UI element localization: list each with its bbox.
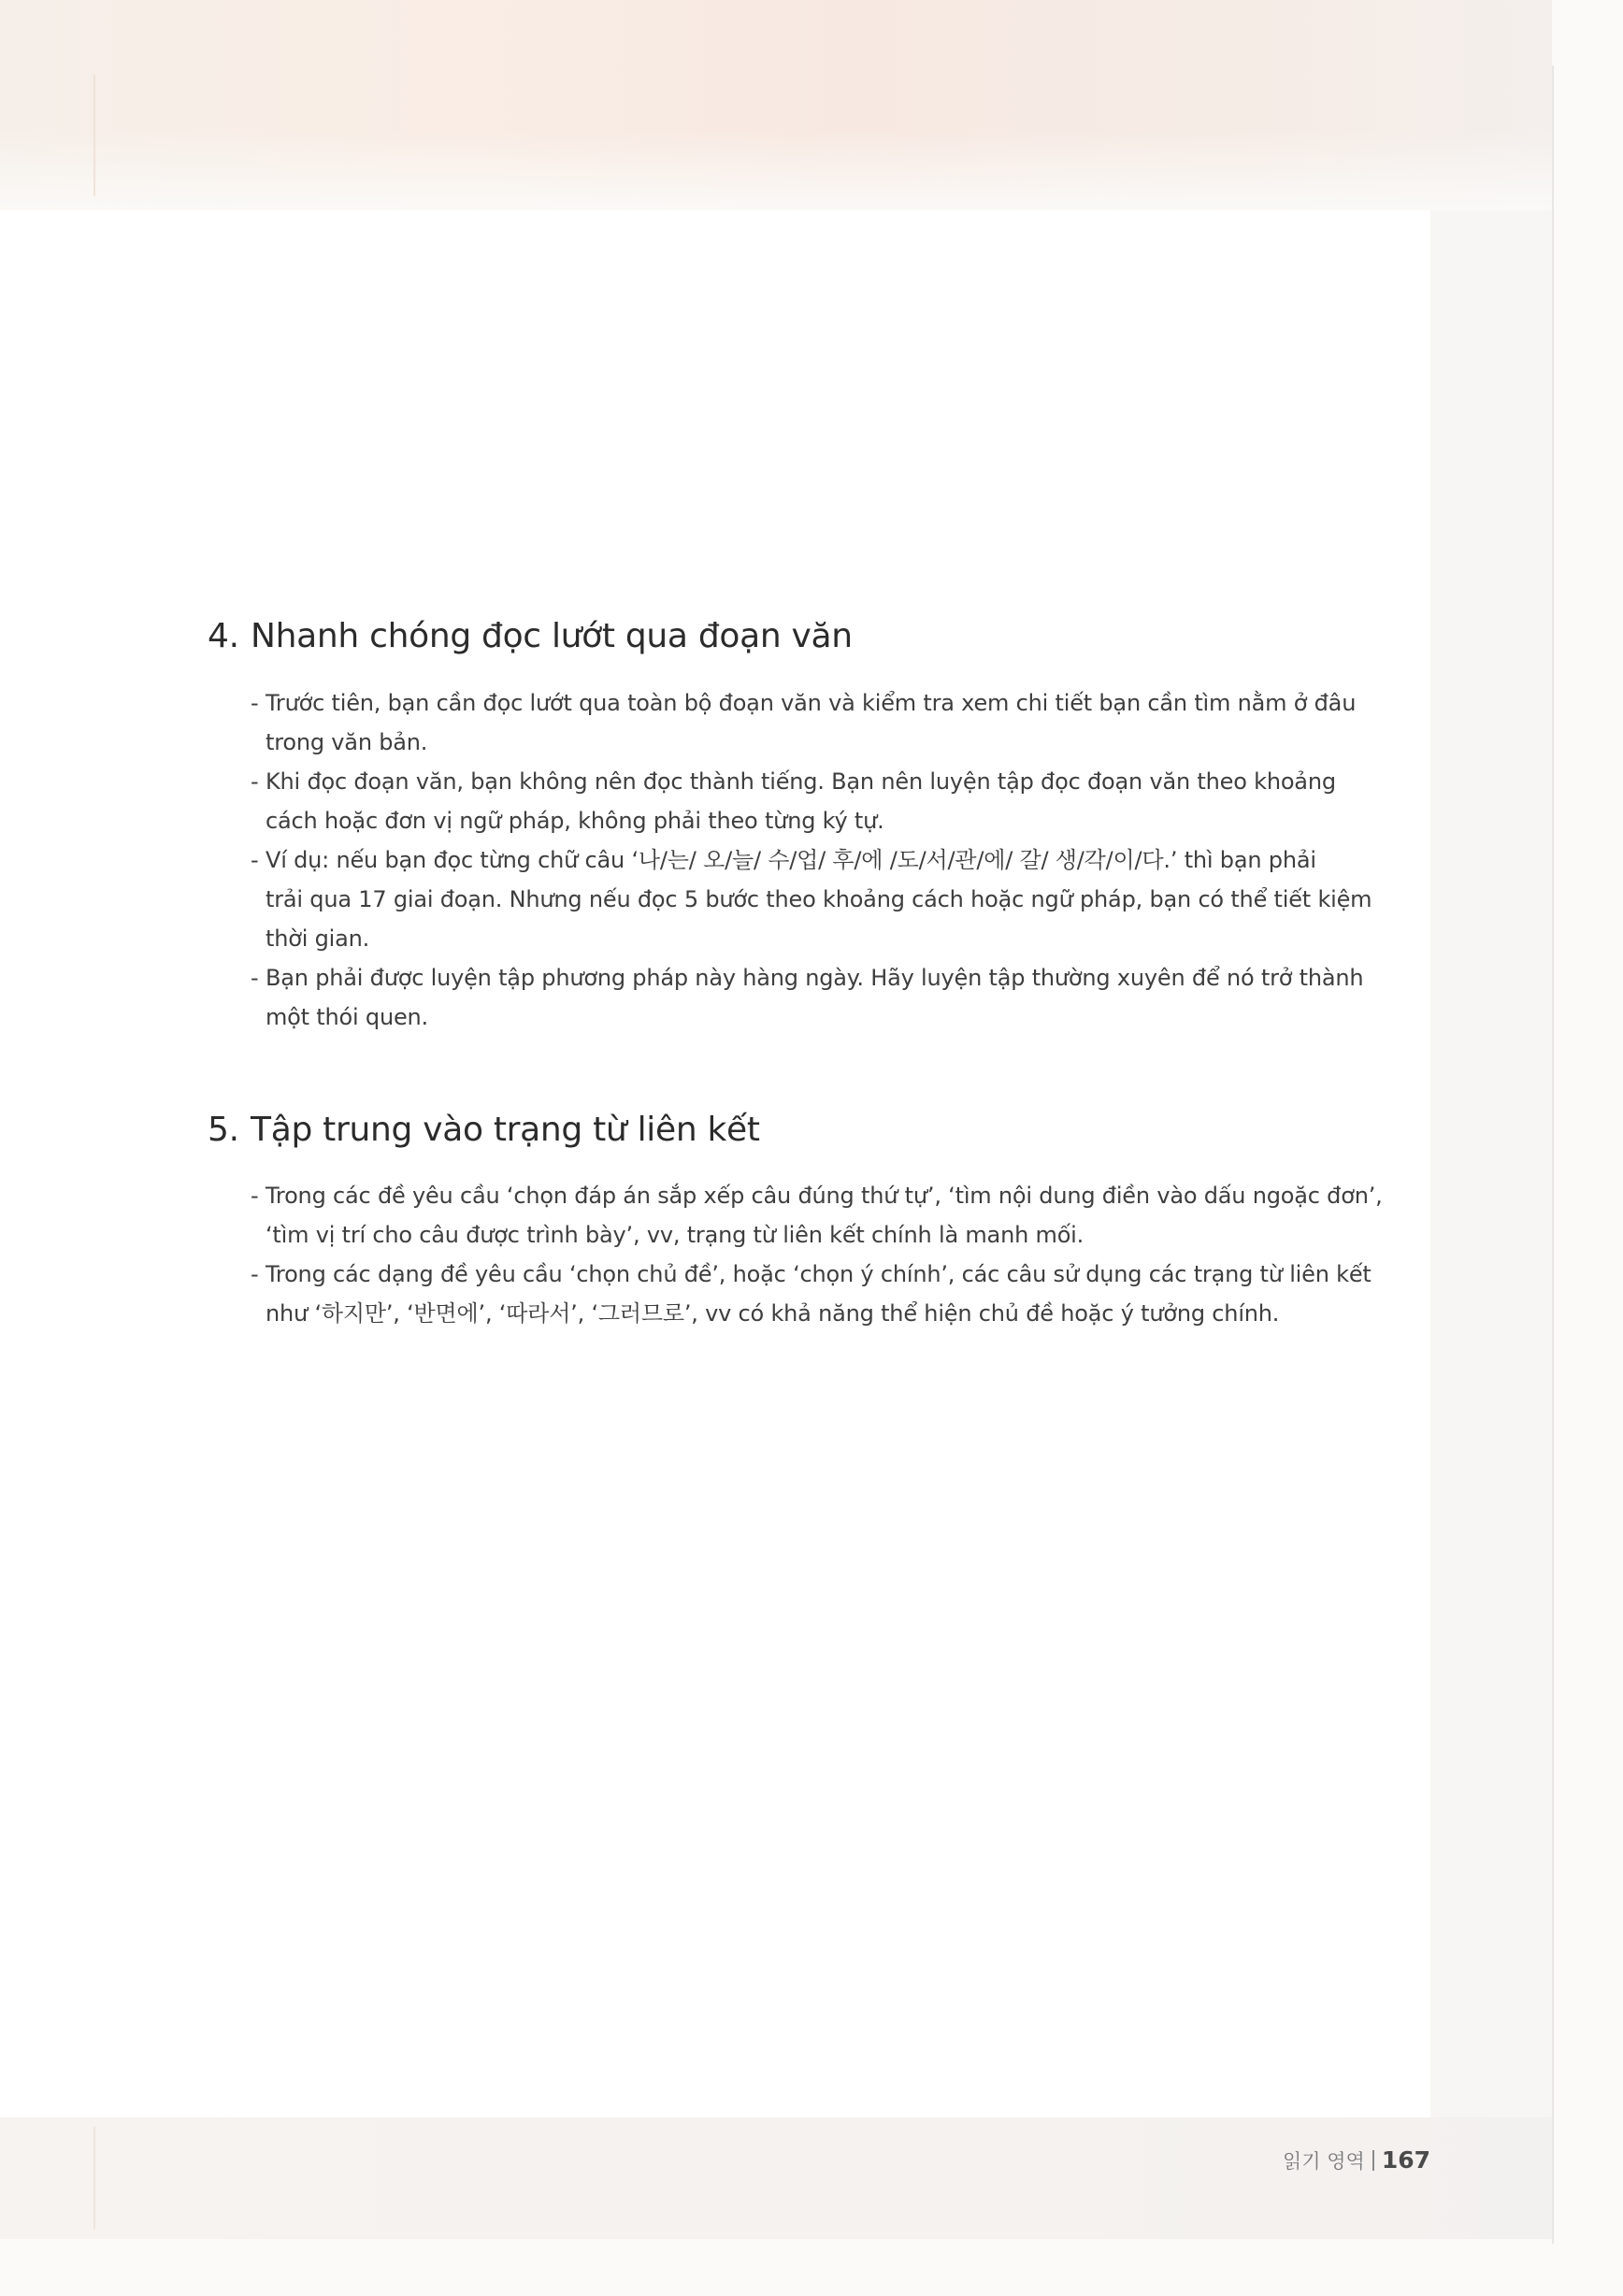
- bottom-scan-band: [0, 2117, 1552, 2239]
- section-4-number: 4.: [208, 617, 239, 655]
- bullet-dash: -: [251, 1183, 259, 1209]
- bullet-line: Trong các đề yêu cầu ‘chọn đáp án sắp xếp câu đúng thứ tự’, ‘tìm nội dung điền vào dấu ngoặc đơn’,: [266, 1183, 1383, 1209]
- section-4-bullet-4: [251, 958, 1364, 1037]
- bullet-line: như ‘하지만’, ‘반면에’, ‘따라서’, ‘그러므로’, vv có khả năng thể hiện chủ đề hoặc ý tưởng chính.: [266, 1300, 1280, 1327]
- section-4-bullet-2: [251, 762, 1354, 840]
- bullet-line: trải qua 17 giai đoạn. Nhưng nếu đọc 5 bước theo khoảng cách hoặc ngữ pháp, bạn có thể tiết kiệm: [266, 886, 1372, 912]
- section-5-bullet-list: [251, 1176, 1383, 1333]
- bullet-line: một thói quen.: [266, 1004, 428, 1030]
- section-5-number: 5.: [208, 1111, 239, 1149]
- bullet-dash: -: [251, 1261, 259, 1287]
- section-5-title: Tập trung vào trạng từ liên kết: [251, 1111, 760, 1149]
- bullet-dash: -: [251, 768, 259, 795]
- section-4-bullet-3: [251, 840, 1372, 958]
- bullet-dash: -: [251, 847, 259, 873]
- bullet-line: cách hoặc đơn vị ngữ pháp, không phải theo từng ký tự.: [266, 808, 884, 834]
- bottom-fold-line: [93, 2127, 95, 2230]
- bullet-dash: -: [251, 965, 259, 991]
- bullet-line: Bạn phải được luyện tập phương pháp này hàng ngày. Hãy luyện tập thường xuyên để nó trở thành: [266, 965, 1364, 991]
- bullet-line: trong văn bản.: [266, 729, 428, 755]
- page-number: 167: [1381, 2146, 1430, 2174]
- section-4-bullet-1: [251, 683, 1357, 762]
- top-fold-line: [93, 75, 95, 196]
- page-footer: [1243, 2146, 1430, 2174]
- section-5-bullet-1: [251, 1176, 1383, 1255]
- footer-section-label: 읽기 영역: [1282, 2150, 1365, 2173]
- bullet-line: thời gian.: [266, 926, 370, 952]
- bullet-line: Khi đọc đoạn văn, bạn không nên đọc thành tiếng. Bạn nên luyện tập đọc đoạn văn theo khoảng: [266, 768, 1336, 795]
- page-edge-line: [1552, 65, 1554, 2244]
- bullet-line: Ví dụ: nếu bạn đọc từng chữ câu ‘나/는/ 오/늘/ 수/업/ 후/에 /도/서/관/에/ 갈/ 생/각/이/다.’ thì bạn phải: [266, 847, 1316, 873]
- section-5-bullet-2: [251, 1255, 1372, 1333]
- bullet-line: ‘tìm vị trí cho câu được trình bày’, vv, trạng từ liên kết chính là manh mối.: [266, 1222, 1084, 1248]
- bullet-line: Trước tiên, bạn cần đọc lướt qua toàn bộ đoạn văn và kiểm tra xem chi tiết bạn cần tìm nằm ở đâu: [266, 690, 1357, 716]
- page-body: [0, 210, 1430, 2117]
- section-4-bullet-list: [251, 683, 1372, 1037]
- section-5-heading: [208, 1111, 760, 1149]
- footer-separator: [1372, 2150, 1374, 2171]
- top-scan-fade: [0, 131, 1552, 215]
- bullet-line: Trong các dạng đề yêu cầu ‘chọn chủ đề’, hoặc ‘chọn ý chính’, các câu sử dụng các trạng từ liên kết: [266, 1261, 1372, 1287]
- bullet-dash: -: [251, 690, 259, 716]
- right-margin-band: [1430, 210, 1552, 2117]
- section-4-title: Nhanh chóng đọc lướt qua đoạn văn: [251, 617, 853, 655]
- section-4-heading: [208, 617, 853, 655]
